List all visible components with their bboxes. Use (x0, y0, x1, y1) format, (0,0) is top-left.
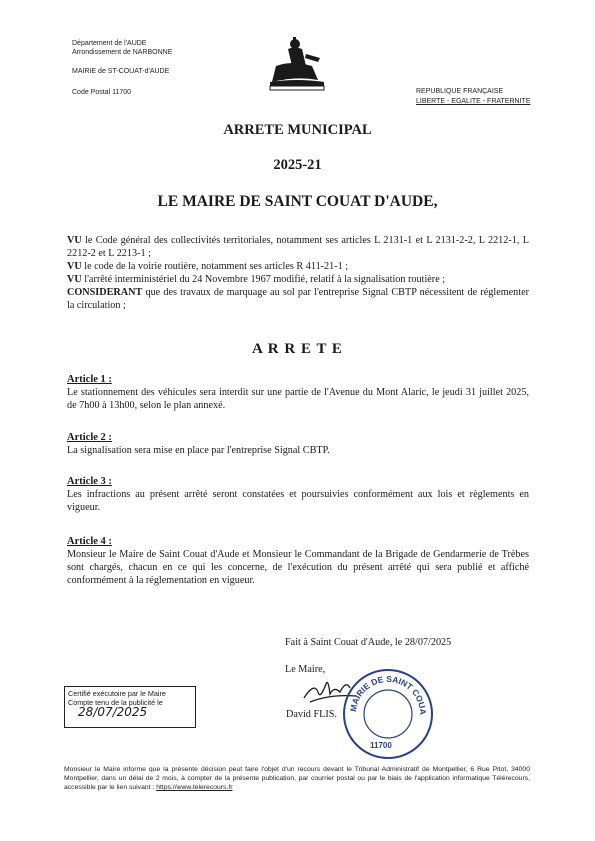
article-2 (67, 431, 529, 457)
visa-item: VU l'arrêté interministériel du 24 Novembre 1967 modifié, relatif à la signalisation routière ; (67, 274, 446, 285)
certificate-box (64, 686, 196, 728)
article-heading: Article 3 : (67, 476, 112, 487)
certificate-line-2: Compte tenu de la publicité le (68, 698, 163, 707)
article-4 (67, 535, 529, 587)
header-mairie: MAIRIE de ST-COUAT-d'AUDE (72, 68, 170, 75)
signature-place-date: Fait à Saint Couat d'Aude, le 28/07/2025 (285, 637, 452, 648)
article-text: Les infractions au présent arrêté seront constatées et poursuivies conformément aux lois et règlements en vigueur. (67, 489, 529, 513)
certificate-date: 28/07/2025 (78, 705, 148, 719)
stamp-code: 11700 (370, 741, 392, 750)
arrete-heading: A R R E T E (252, 341, 343, 357)
mayor-title: LE MAIRE DE SAINT COUAT D'AUDE, (157, 193, 438, 210)
header-postal-code: Code Postal 11700 (72, 89, 132, 96)
stamp-text: MAIRIE DE SAINT COUA (347, 673, 429, 715)
article-text: La signalisation sera mise en place par l'entreprise Signal CBTP. (67, 445, 330, 456)
certificate-line-1: Certifié exécutoire par le Maire (68, 689, 166, 698)
header-motto: LIBERTE - EGALITE - FRATERNITE (416, 98, 531, 105)
marianne-emblem-icon (262, 36, 332, 94)
document-title: ARRETE MUNICIPAL (223, 122, 372, 138)
footer-notice (64, 765, 530, 793)
visa-item: CONSIDERANT que des travaux de marquage au sol par l'entreprise Signal CBTP nécessitent de réglementer la circulation ; (67, 287, 529, 311)
arrete-number: 2025-21 (273, 157, 322, 173)
header-department: Département de l'AUDE (72, 40, 147, 47)
visa-item: VU le Code général des collectivités territoriales, notamment ses articles L 2131-1 et L 2131-2-2, L 2212-1, L 2212-2 et L 2213-1 ; (67, 235, 529, 259)
article-text: Monsieur le Maire de Saint Couat d'Aude et Monsieur le Commandant de la Brigade de Gendarmerie de Trèbes sont chargés, chacun en ce qui les concerne, de l'exécution du présent arrêté qui sera publié et affiché conformément à la réglementation en vigueur. (67, 549, 529, 586)
mairie-stamp (340, 666, 436, 762)
header-republic: REPUBLIQUE FRANÇAISE (416, 88, 504, 95)
footer-text: Monsieur le Maire informe que la présente décision peut faire l'objet d'un recours devant le Tribunal Administratif de Montpellier, 6 Rue Pitot, 34000 Montpellier, dans un délai de 2 mois, à compter de la présente publication, par courrier postal ou par le biais de l'application informatique Télérecours, accessible par le lien suivant : (64, 766, 530, 792)
article-heading: Article 2 : (67, 432, 112, 443)
signature-role: Le Maire, (285, 664, 326, 675)
article-text: Le stationnement des véhicules sera interdit sur une partie de l'Avenue du Mont Alaric, le jeudi 31 juillet 2025, de 7h00 à 13h00, selon le plan annexé. (67, 387, 529, 411)
article-heading: Article 4 : (67, 536, 112, 547)
header-arrondissement: Arrondissement de NARBONNE (72, 49, 173, 56)
article-heading: Article 1 : (67, 374, 112, 385)
article-1 (67, 373, 529, 412)
visa-block (67, 234, 529, 312)
article-3 (67, 475, 529, 514)
visa-item: VU le code de la voirie routière, notamment ses articles R 411-21-1 ; (67, 261, 349, 272)
telerecours-link[interactable]: https://www.telerecours.fr (156, 784, 233, 792)
signature-name: David FLIS. (286, 709, 337, 720)
